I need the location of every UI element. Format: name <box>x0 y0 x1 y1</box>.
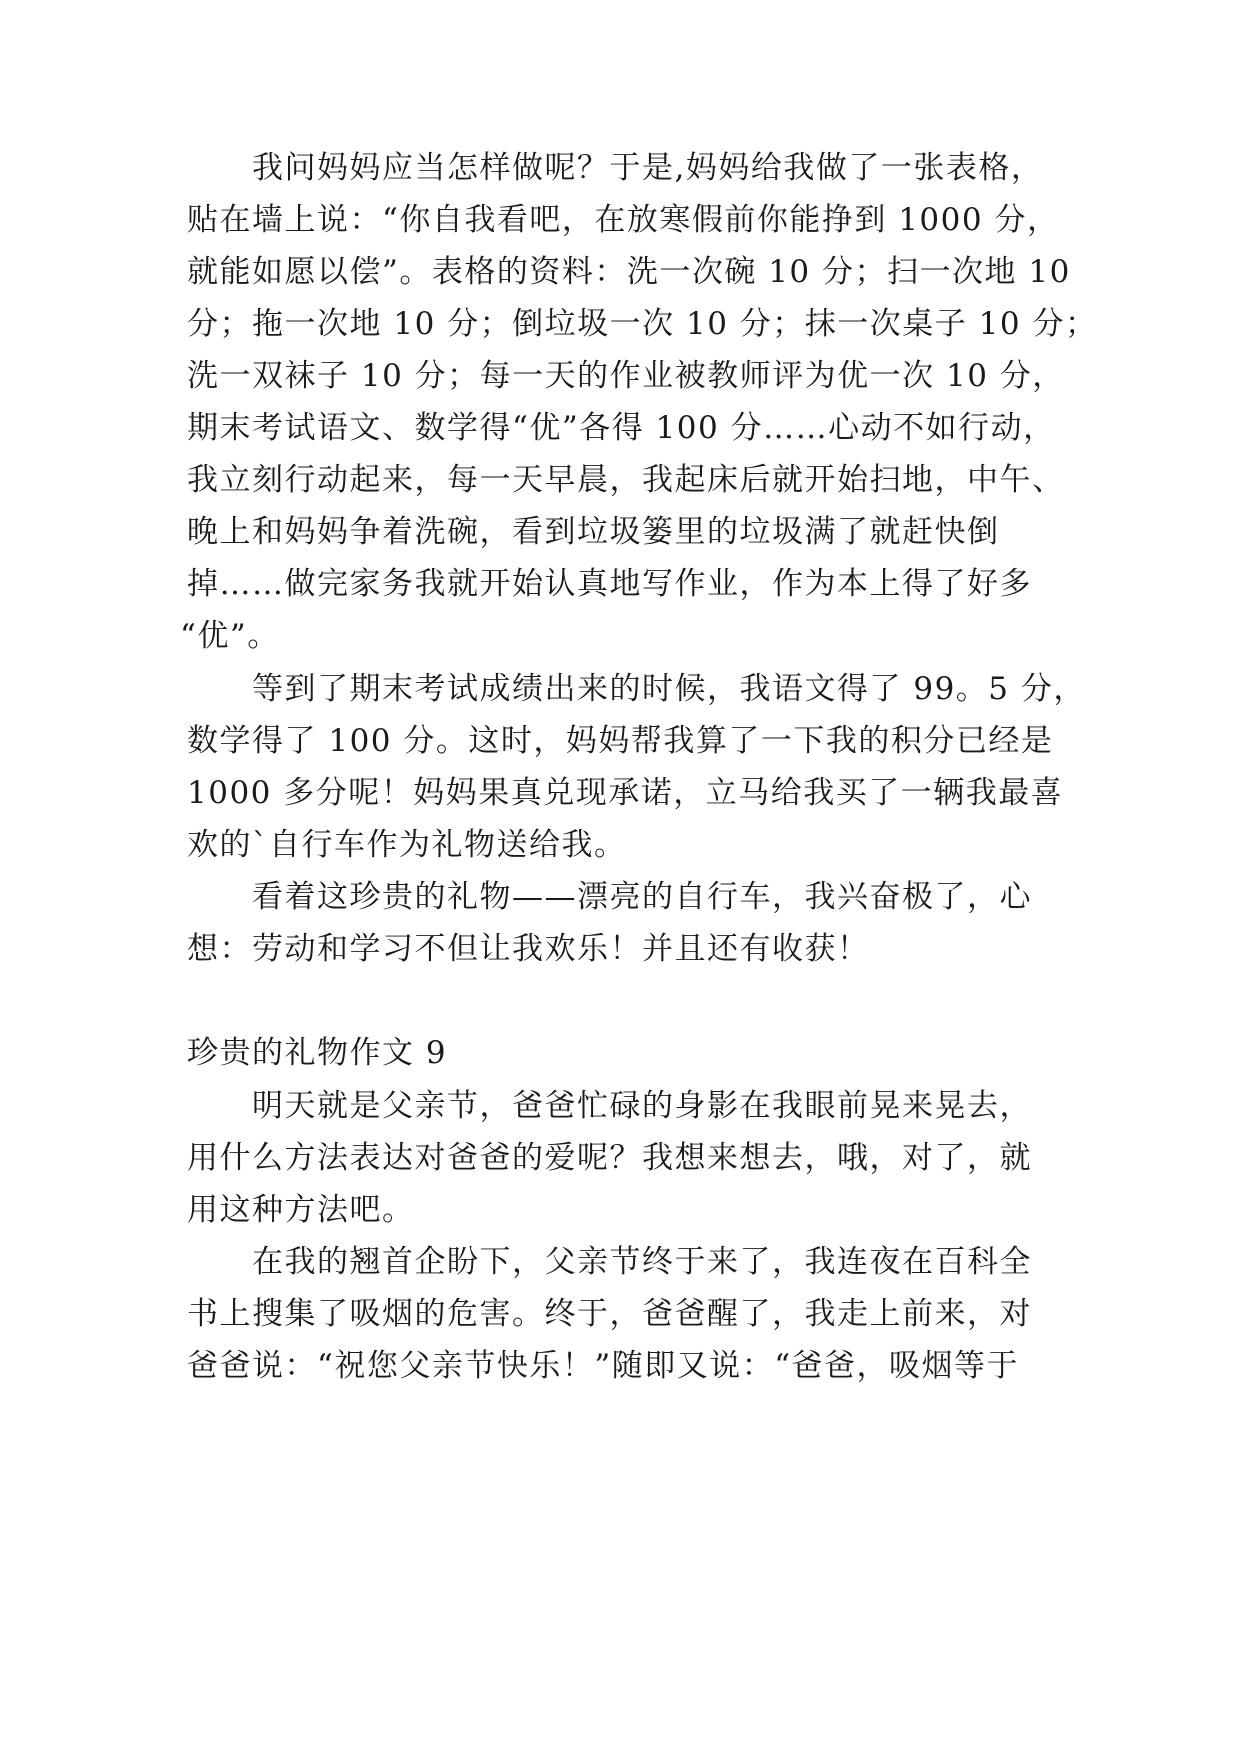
text-line: 分；拖一次地 10 分；倒垃圾一次 10 分；抹一次桌子 10 分； <box>187 306 1098 342</box>
section-heading: 珍贵的礼物作文 9 <box>187 1035 448 1071</box>
text-line: 1000 多分呢！妈妈果真兑现承诺，立马给我买了一辆我最喜 <box>187 775 1064 811</box>
text-line: 我立刻行动起来，每一天早晨，我起床后就开始扫地，中午、 <box>187 462 1065 498</box>
text-line: 洗一双袜子 10 分；每一天的作业被教师评为优一次 10 分， <box>187 358 1065 394</box>
text-line: 书上搜集了吸烟的危害。终于，爸爸醒了，我走上前来，对 <box>187 1296 1032 1332</box>
text-line: 用什么方法表达对爸爸的爱呢？我想来想去，哦，对了，就 <box>187 1140 1032 1176</box>
text-line: 晚上和妈妈争着洗碗，看到垃圾篓里的垃圾满了就赶快倒 <box>187 514 1000 550</box>
text-line: 爸爸说：“祝您父亲节快乐！”随即又说：“爸爸，吸烟等于 <box>187 1348 1020 1384</box>
text-line: 贴在墙上说：“你自我看吧，在放寒假前你能挣到 1000 分， <box>187 202 1060 238</box>
text-line: 看着这珍贵的礼物——漂亮的自行车，我兴奋极了，心 <box>252 879 1032 915</box>
text-line: 我问妈妈应当怎样做呢？于是,妈妈给我做了一张表格， <box>252 150 1044 186</box>
text-line: 在我的翘首企盼下，父亲节终于来了，我连夜在百科全 <box>252 1244 1032 1280</box>
text-line: “优”。 <box>180 618 280 654</box>
text-line: 想：劳动和学习不但让我欢乐！并且还有收获！ <box>187 931 870 967</box>
text-line: 等到了期末考试成绩出来的时候，我语文得了 99。5 分， <box>252 671 1086 707</box>
text-line: 掉……做完家务我就开始认真地写作业，作为本上得了好多 <box>187 566 1032 602</box>
text-line: 期末考试语文、数学得“优”各得 100 分……心动不如行动， <box>187 410 1056 446</box>
text-line: 明天就是父亲节，爸爸忙碌的身影在我眼前晃来晃去， <box>252 1088 1032 1124</box>
text-line: 数学得了 100 分。这时，妈妈帮我算了一下我的积分已经是 <box>187 723 1054 759</box>
text-line: 就能如愿以偿”。表格的资料：洗一次碗 10 分；扫一次地 10 <box>187 254 1071 290</box>
text-line: 欢的`自行车作为礼物送给我。 <box>187 827 627 863</box>
text-line: 用这种方法吧。 <box>187 1192 415 1228</box>
